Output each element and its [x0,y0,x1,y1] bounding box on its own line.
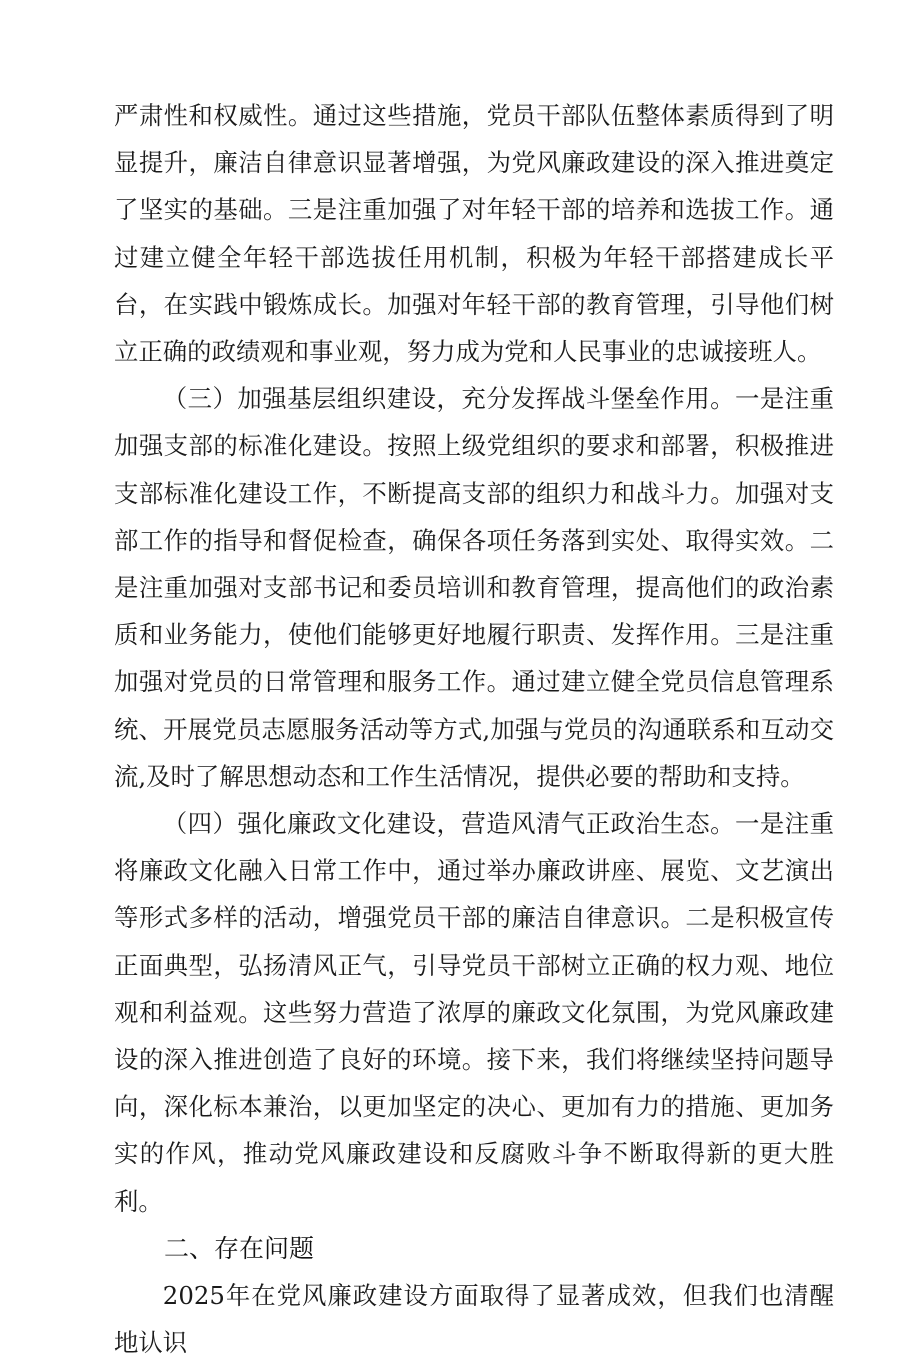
document-body [114,92,834,1366]
paragraph-continued: 严肃性和权威性。通过这些措施，党员干部队伍整体素质得到了明显提升，廉洁自律意识显著增强，为党风廉政建设的深入推进奠定了坚实的基础。三是注重加强了对年轻干部的培养和选拔工作。通过建立健全年轻干部选拔任用机制，积极为年轻干部搭建成长平台，在实践中锻炼成长。加强对年轻干部的教育管理，引导他们树立正确的政绩观和事业观，努力成为党和人民事业的忠诚接班人。 [114,101,834,367]
section-heading: 二、存在问题 [164,1233,315,1263]
paragraph-problems-intro: 2025年在党风廉政建设方面取得了显著成效，但我们也清醒地认识 [114,1281,834,1358]
paragraph-section-three: （三）加强基层组织建设，充分发挥战斗堡垒作用。一是注重加强支部的标准化建设。按照上级党组织的要求和部署，积极推进支部标准化建设工作，不断提高支部的组织力和战斗力。加强对支部工作的指导和督促检查，确保各项任务落到实处、取得实效。二是注重加强对支部书记和委员培训和教育管理，提高他们的政治素质和业务能力，使他们能够更好地履行职责、发挥作用。三是注重加强对党员的日常管理和服务工作。通过建立健全党员信息管理系统、开展党员志愿服务活动等方式,加强与党员的沟通联系和互动交流,及时了解思想动态和工作生活情况，提供必要的帮助和支持。 [114,384,834,791]
paragraph-section-four: （四）强化廉政文化建设，营造风清气正政治生态。一是注重将廉政文化融入日常工作中，通过举办廉政讲座、展览、文艺演出等形式多样的活动，增强党员干部的廉洁自律意识。二是积极宣传正面典型，弘扬清风正气，引导党员干部树立正确的权力观、地位观和利益观。这些努力营造了浓厚的廉政文化氛围，为党风廉政建设的深入推进创造了良好的环境。接下来，我们将继续坚持问题导向，深化标本兼治，以更加坚定的决心、更加有力的措施、更加务实的作风，推动党风廉政建设和反腐败斗争不断取得新的更大胜利。 [114,809,834,1216]
